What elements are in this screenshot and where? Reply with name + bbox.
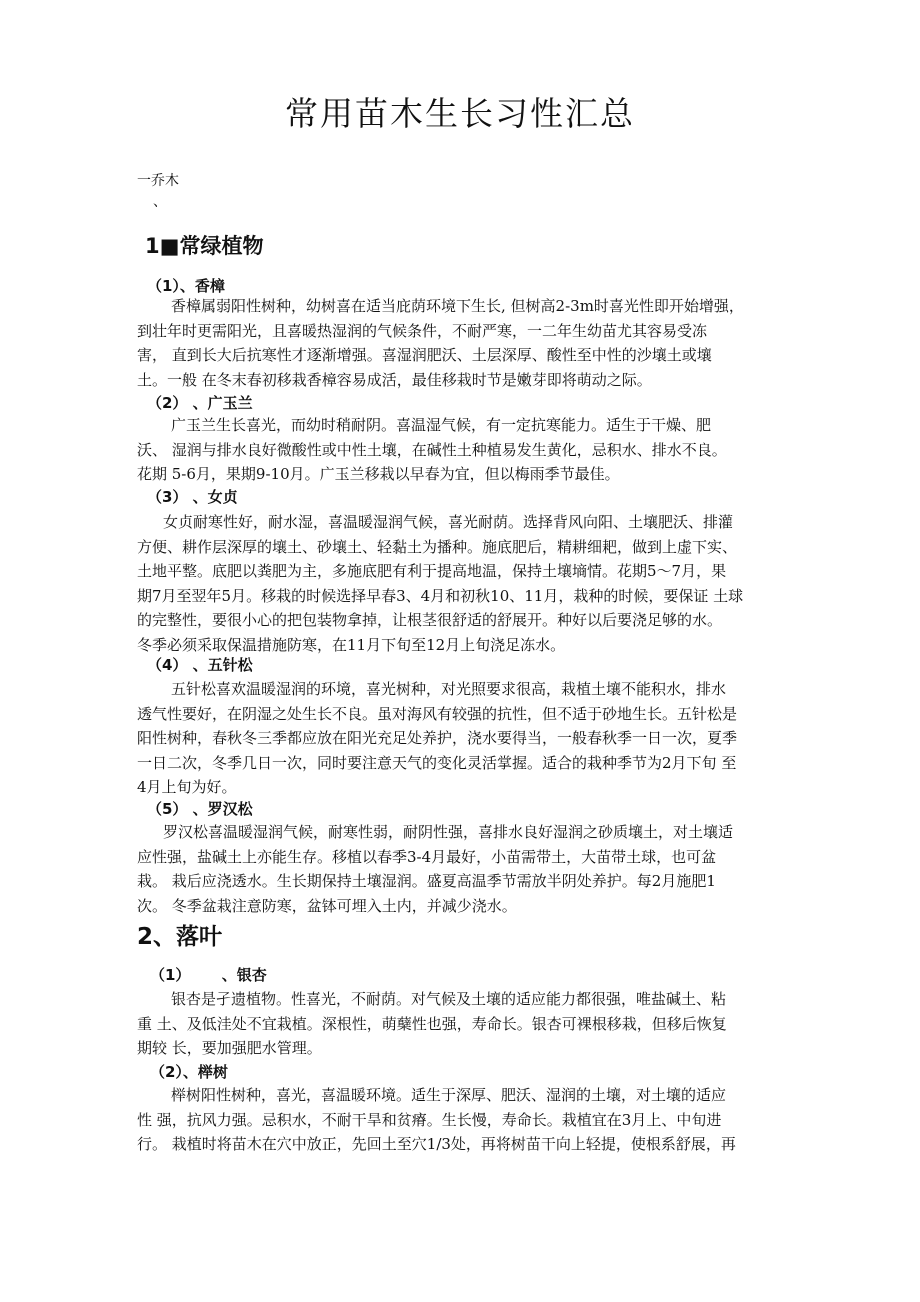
text-line: 一日二次，冬季几日一次，同时要注意天气的变化灵活掌握。适合的栽种季节为2月下旬 至 bbox=[137, 753, 737, 772]
text-line: 期较 长，要加强肥水管理。 bbox=[137, 1039, 322, 1057]
text-line: 行。 栽植时将苗木在穴中放正，先回土至穴1/3处，再将树苗干向上轻提，使根系舒展，再 bbox=[137, 1135, 736, 1153]
item-label-ginkgo: （1） 、银杏 bbox=[150, 966, 267, 984]
item-label-privet: （3） 、女贞 bbox=[147, 488, 238, 506]
paragraph-podocarpus bbox=[137, 820, 802, 918]
text-line: 土。一般 在冬末春初移栽香樟容易成活，最佳移栽时节是嫩芽即将萌动之际。 bbox=[137, 370, 652, 389]
page-title: 常用苗木生长习性汇总 bbox=[285, 94, 635, 133]
text-line: 阳性树种，春秋冬三季都应放在阳光充足处养护，浇水要得当，一般春秋季一日一次，夏季 bbox=[137, 729, 738, 747]
paragraph-zelkova bbox=[137, 1083, 802, 1157]
text-line: 的完整性，要很小心的把包装物拿掉，让根茎很舒适的舒展开。种好以后要浇足够的水。 bbox=[137, 611, 723, 629]
text-line: 次。 冬季盆栽注意防寒，盆钵可埋入土内，并减少浇水。 bbox=[137, 896, 517, 915]
item-label-camphor: （1）、香樟 bbox=[147, 277, 225, 295]
text-line: 银杏是孑遗植物。性喜光，不耐荫。对气候及土壤的适应能力都很强，唯盐碱土、粘 bbox=[171, 990, 727, 1008]
text-line: 榉树阳性树种，喜光，喜温暖环境。适生于深厚、肥沃、湿润的土壤，对土壤的适应 bbox=[171, 1086, 727, 1104]
paragraph-magnolia bbox=[137, 413, 802, 487]
paragraph-camphor bbox=[137, 294, 802, 392]
text-line: 重 土、及低洼处不宜栽植。深根性，萌蘖性也强，寿命长。银杏可裸根移栽，但移后恢复 bbox=[137, 1014, 727, 1033]
section-heading-deciduous: 2、落叶 bbox=[137, 924, 223, 950]
category-label: 一乔木 bbox=[137, 173, 179, 189]
text-line: 4月上旬为好。 bbox=[137, 778, 237, 796]
text-line: 女贞耐寒性好，耐水湿，喜温暖湿润气候，喜光耐荫。选择背风向阳、土壤肥沃、排灌 bbox=[163, 513, 734, 531]
item-label-magnolia: （2） 、广玉兰 bbox=[147, 394, 253, 412]
paragraph-five-needle-pine bbox=[137, 677, 802, 800]
text-line: 期7月至翌年5月。移栽的时候选择早春3、4月和初秋10、11月，栽种的时候，要保证 土球 bbox=[137, 586, 744, 605]
item-label-zelkova: （2）、榉树 bbox=[150, 1063, 228, 1081]
paragraph-privet bbox=[137, 510, 802, 657]
text-line: 冬季必须采取保温措施防寒，在11月下旬至12月上旬浇足冻水。 bbox=[137, 635, 566, 654]
text-line: 性 强，抗风力强。忌积水，不耐干旱和贫瘠。生长慢，寿命长。栽植宜在3月上、中旬进 bbox=[137, 1110, 722, 1129]
text-line: 害， 直到长大后抗寒性才逐渐增强。喜湿润肥沃、土层深厚、酸性至中性的沙壤土或壤 bbox=[137, 346, 712, 364]
text-line: 方便、耕作层深厚的壤土、砂壤土、轻黏土为播种。施底肥后，精耕细耙，做到上虚下实、 bbox=[137, 537, 738, 556]
category-mark: 、 bbox=[153, 194, 167, 210]
text-line: 花期 5-6月，果期9-10月。广玉兰移栽以早春为宜，但以梅雨季节最佳。 bbox=[137, 465, 620, 483]
text-line: 栽。 栽后应浇透水。生长期保持土壤湿润。盛夏高温季节需放半阴处养护。每2月施肥1 bbox=[137, 872, 716, 890]
text-line: 透气性要好，在阴湿之处生长不良。虽对海风有较强的抗性，但不适于砂地生长。五针松是 bbox=[137, 704, 738, 723]
text-line: 沃、 湿润与排水良好微酸性或中性土壤，在碱性土种植易发生黄化，忌积水、排水不良。 bbox=[137, 440, 727, 459]
text-line: 到壮年时更需阳光，且喜暖热湿润的气候条件，不耐严寒，一二年生幼苗尤其容易受冻 bbox=[137, 321, 708, 340]
item-label-five-needle-pine: （4） 、五针松 bbox=[147, 656, 253, 674]
text-line: 土地平整。底肥以粪肥为主，多施底肥有利于提高地温，保持土壤墒情。花期5〜7月，果 bbox=[137, 562, 727, 580]
text-line: 罗汉松喜温暖湿润气候，耐寒性弱，耐阴性强，喜排水良好湿润之砂质壤土，对土壤适 bbox=[163, 823, 734, 841]
text-line: 广玉兰生长喜光，而幼时稍耐阴。喜温湿气候，有一定抗寒能力。适生于干燥、肥 bbox=[171, 416, 712, 434]
text-line: 应性强，盐碱土上亦能生存。移植以春季3-4月最好，小苗需带土，大苗带土球，也可盆 bbox=[137, 847, 717, 866]
item-label-podocarpus: （5） 、罗汉松 bbox=[147, 800, 253, 818]
text-line: 香樟属弱阳性树种，幼树喜在适当庇荫环境下生长, 但树高2-3m时喜光性即开始增强， bbox=[171, 297, 744, 315]
section-heading-evergreen: 1■常绿植物 bbox=[145, 234, 264, 258]
paragraph-ginkgo bbox=[137, 987, 802, 1061]
text-line: 五针松喜欢温暖湿润的环境，喜光树种，对光照要求很高，栽植土壤不能积水，排水 bbox=[171, 680, 727, 698]
